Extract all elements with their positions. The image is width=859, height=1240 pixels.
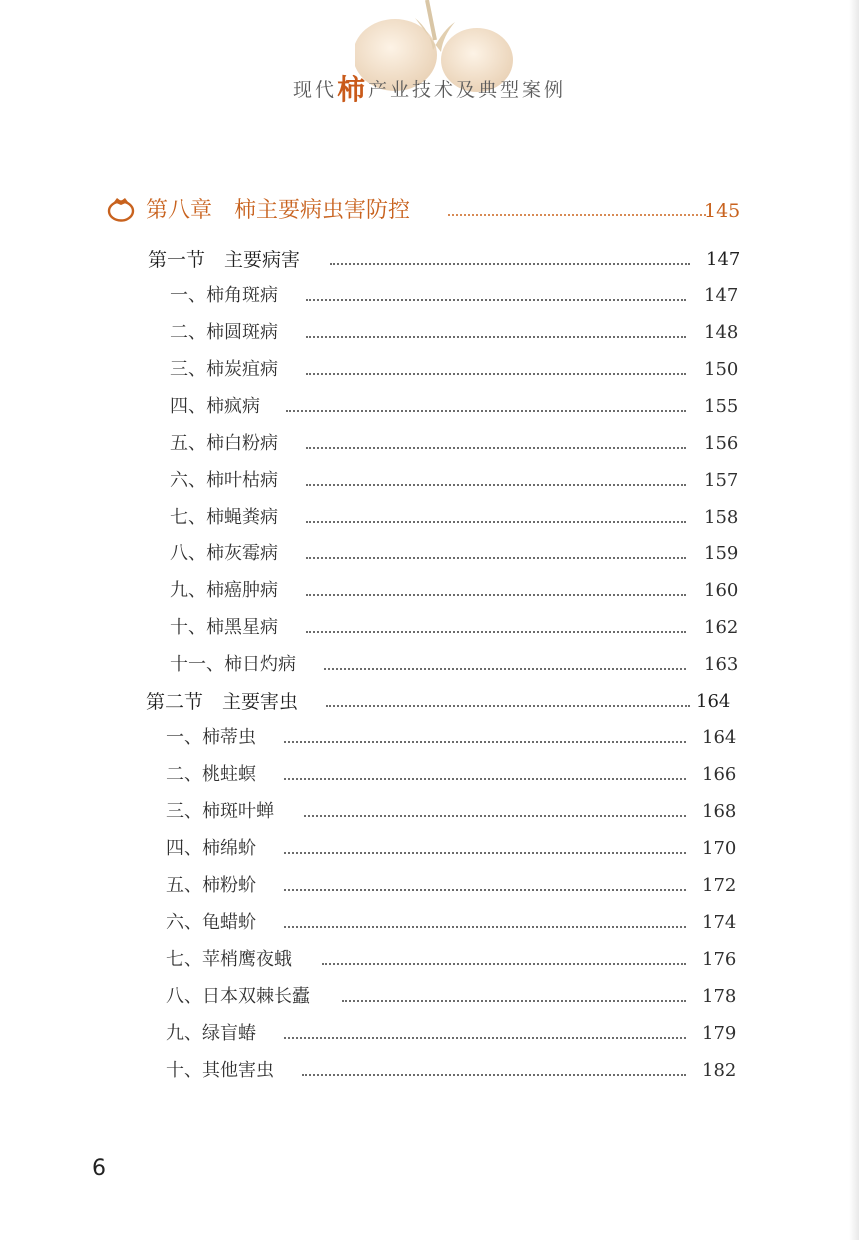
entry-title: 十、其他害虫	[166, 1060, 274, 1081]
dot-leader	[286, 392, 686, 412]
entry-page: 147	[704, 285, 739, 306]
entry-page: 168	[702, 801, 737, 822]
entry-page: 150	[704, 359, 739, 380]
entry-page: 166	[702, 764, 737, 785]
entry-title: 三、柿炭疽病	[170, 359, 278, 380]
dot-leader	[326, 687, 690, 707]
toc-entry-row[interactable]	[166, 945, 736, 975]
entry-title: 十一、柿日灼病	[170, 654, 296, 675]
entry-title: 七、苹梢鹰夜蛾	[166, 949, 292, 970]
entry-title: 二、桃蛀螟	[166, 764, 256, 785]
entry-title: 九、绿盲蝽	[166, 1023, 256, 1044]
entry-page: 179	[702, 1023, 737, 1044]
toc-entry-row[interactable]	[170, 650, 739, 680]
entry-page: 158	[704, 507, 739, 528]
entry-page: 159	[704, 543, 739, 564]
entry-page: 155	[704, 396, 739, 417]
entry-page: 170	[702, 838, 737, 859]
toc-entry-row[interactable]	[170, 355, 739, 385]
dot-leader	[330, 245, 690, 265]
dot-leader	[322, 945, 686, 965]
toc-chapter-row[interactable]	[146, 196, 741, 226]
entry-page: 164	[702, 727, 737, 748]
toc-section-row[interactable]	[148, 245, 741, 275]
entry-title: 六、柿叶枯病	[170, 470, 278, 491]
entry-title: 九、柿癌肿病	[170, 580, 278, 601]
dot-leader	[284, 871, 686, 891]
dot-leader	[284, 834, 686, 854]
dot-leader	[302, 1056, 686, 1076]
dot-leader	[306, 613, 686, 633]
toc-entry-row[interactable]	[170, 281, 739, 311]
entry-title: 五、柿白粉病	[170, 433, 278, 454]
entry-page: 148	[704, 322, 739, 343]
header-title-suffix: 产业技术及典型案例	[368, 79, 567, 101]
dot-leader	[324, 650, 686, 670]
page-number: 6	[92, 1156, 106, 1181]
toc-entry-row[interactable]	[170, 392, 739, 422]
dot-leader	[284, 760, 686, 780]
entry-page: 178	[702, 986, 737, 1007]
entry-page: 156	[704, 433, 739, 454]
entry-title: 十、柿黑星病	[170, 617, 278, 638]
entry-page: 182	[702, 1060, 737, 1081]
dot-leader	[306, 355, 686, 375]
dot-leader	[306, 576, 686, 596]
entry-page: 176	[702, 949, 737, 970]
entry-title: 四、柿绵蚧	[166, 838, 256, 859]
toc-entry-row[interactable]	[170, 576, 739, 606]
entry-title: 八、日本双棘长蠹	[166, 986, 310, 1007]
chapter-title: 第八章 柿主要病虫害防控	[146, 198, 411, 223]
entry-title: 五、柿粉蚧	[166, 875, 256, 896]
running-header	[0, 68, 859, 108]
entry-title: 二、柿圆斑病	[170, 322, 278, 343]
section-page: 164	[696, 691, 731, 712]
dot-leader	[306, 429, 686, 449]
section-page: 147	[706, 249, 741, 270]
entry-page: 174	[702, 912, 737, 933]
toc-entry-row[interactable]	[170, 466, 739, 496]
entry-title: 六、龟蜡蚧	[166, 912, 256, 933]
entry-title: 一、柿角斑病	[170, 285, 278, 306]
entry-page: 157	[704, 470, 739, 491]
entry-page: 162	[704, 617, 739, 638]
toc-entry-row[interactable]	[166, 1056, 736, 1086]
entry-title: 三、柿斑叶蝉	[166, 801, 274, 822]
toc-entry-row[interactable]	[166, 834, 736, 864]
toc-entry-row[interactable]	[166, 1019, 736, 1049]
entry-title: 四、柿疯病	[170, 396, 260, 417]
toc-entry-row[interactable]	[170, 318, 739, 348]
dot-leader	[284, 1019, 686, 1039]
toc-entry-row[interactable]	[170, 539, 739, 569]
toc-entry-row[interactable]	[170, 429, 739, 459]
toc-entry-row[interactable]	[166, 760, 736, 790]
toc-section-row[interactable]	[146, 687, 738, 717]
toc-entry-row[interactable]	[166, 982, 736, 1012]
dot-leader	[448, 196, 706, 216]
entry-page: 163	[704, 654, 739, 675]
toc-entry-row[interactable]	[170, 613, 739, 643]
persimmon-icon	[107, 196, 135, 222]
dot-leader	[284, 908, 686, 928]
entry-title: 八、柿灰霉病	[170, 543, 278, 564]
toc-entry-row[interactable]	[166, 723, 736, 753]
toc-entry-row[interactable]	[170, 503, 739, 533]
section-title: 第一节 主要病害	[148, 249, 301, 271]
entry-page: 172	[702, 875, 737, 896]
header-title-prefix: 现代	[292, 79, 337, 101]
dot-leader	[306, 539, 686, 559]
dot-leader	[306, 466, 686, 486]
dot-leader	[342, 982, 686, 1002]
toc-entry-row[interactable]	[166, 908, 736, 938]
entry-title: 七、柿蝇粪病	[170, 507, 278, 528]
toc-entry-row[interactable]	[166, 797, 736, 827]
dot-leader	[306, 281, 686, 301]
toc-entry-row[interactable]	[166, 871, 736, 901]
entry-title: 一、柿蒂虫	[166, 727, 256, 748]
section-title: 第二节 主要害虫	[146, 691, 299, 713]
header-title-accent: 柿	[336, 73, 368, 106]
chapter-page: 145	[704, 200, 741, 222]
dot-leader	[306, 318, 686, 338]
dot-leader	[304, 797, 686, 817]
dot-leader	[306, 503, 686, 523]
entry-page: 160	[704, 580, 739, 601]
dot-leader	[284, 723, 686, 743]
page-edge-shadow	[849, 0, 859, 1240]
